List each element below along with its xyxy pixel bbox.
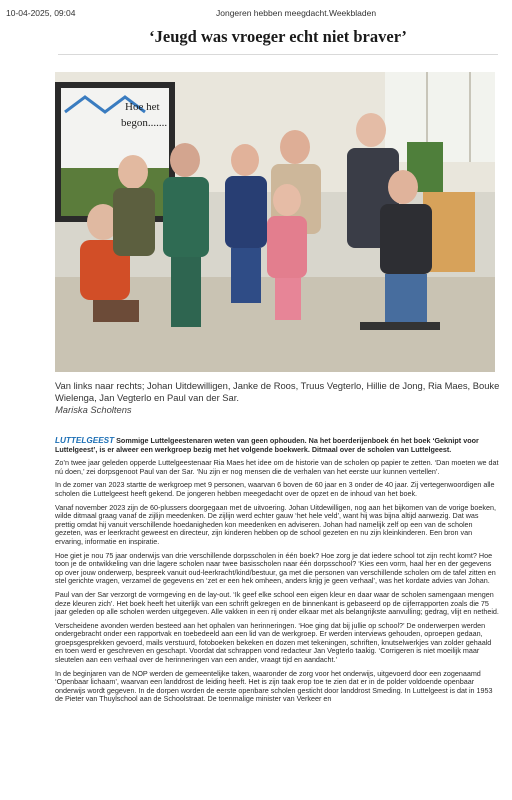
article-body <box>55 437 500 709</box>
article-dateline: LUTTELGEEST <box>55 436 115 445</box>
photo-credit: Mariska Scholtens <box>55 404 132 415</box>
article-intro <box>55 437 500 454</box>
print-header <box>6 8 506 20</box>
source-title: Jongeren hebben meegdacht.Weekbladen <box>216 8 377 18</box>
paragraph-7: In de beginjaren van de NOP werden de gemeentelijke taken, waaronder de zorg voor het onderwijs, uitgevoerd door een zogenaamd ‘Openbaar lichaam’, waarvan een landdrost de leiding heeft. Het is zijn taak erop toe te zien dat er in de polder voldoende openbaar onderwijs wordt gegeven. In de dorpen worden de eerste openbare scholen gesticht door landdrost Smeding. In Luttelgeest is dat in 1953 de Pieter van Thuylschool aan de Schoolstraat. De toenmalige minister van Verkeer en <box>55 668 493 704</box>
paragraph-1: Zo’n twee jaar geleden opperde Luttelgeestenaar Ria Maes het idee om de historie van de scholen op papier te zetten. ‘Dan moeten we dat nú doen,’ zei dorpsgenoot Paul van der Sar. ‘Nu zijn er nog mensen die de verhalen van het eerste uur kunnen vertellen’. <box>55 458 499 476</box>
paragraph-3: Vanaf november 2023 zijn de 60-plussers doorgegaan met de uitvoering. Johan Uitdewilligen, nog aan het bijkomen van de vorige boeken, wilde ditmaal graag vanaf de zijlijn meedenken. De zijlijn werd echter gauw ‘het hele veld’, want hij was bijna altijd aanwezig. Dat was prettig omdat hij vanuit verschillende hoedanigheden kon meedenken en adviseren. Johan had namelijk zelf op een van de scholen gezeten, was er leerkracht geweest en directeur, zijn kinderen hebben op de school gezeten en nu zijn kleinkinderen. Een bron van ervaring, informatie en inspiratie. <box>55 502 496 546</box>
paragraph-6: Verscheidene avonden werden besteed aan het ophalen van herinneringen. ‘Hoe ging dat bij jullie op school?’ De onderwerpen werden ondergebracht onder een rapportvak en toebedeeld aan een lid van de werkgroep. Er werden interviews gehouden, oproepen gedaan, groepsgesprekken gevoerd, mails verstuurd, fotoboeken bekeken en dozen met tekeningen, schriften, knutselwerkjes van zolder gehaald en toen werd er geschreven en geschapt. Voordat dat schrappen vond redacteur Jan Vegterlo taakig. ‘Corrigeren is niet moeilijk maar sleutelen aan een verhaal over de herinneringen van een ander, vraagt tijd en aandacht.’ <box>55 620 492 665</box>
paragraph-2: In de zomer van 2023 startte de werkgroep met 9 personen, waarvan 6 boven de 60 jaar en 3 onder de 40 jaar. Zij vertegenwoordigen alle scholen die Luttelgeest heeft gekend. De jongeren hebben meegedacht over de opzet en de inhoud van het boek. <box>55 480 495 498</box>
paragraph-5: Paul van der Sar verzorgt de vormgeving en de lay-out. ‘Ik geef elke school een eigen kleur en daar waar de scholen samengaan mengen deze kleuren zich’. Het boek heeft het uiterlijk van een schrift gekregen en de binnenkant is gebaseerd op de cijferrapporten zoals die 75 jaar geleden op alle scholen werden uitgegeven. Alle vakken in een rij onder elkaar met als belangrijkste aanvulling; gedrag, vlijt en netheid. <box>55 589 499 617</box>
article-headline: ‘Jeugd was vroeger echt niet braver’ <box>149 27 407 46</box>
screen-text-2: begon....... <box>121 117 168 129</box>
intro-text: Sommige Luttelgeestenaren weten van geen ophouden. Na het boerderijenboek én het boek ‘Geknipt voor Luttelgeest’, is er alweer een werkgroep bezig met het volgende boekwerk. Ditmaal over de scholen van Luttelgeest. <box>55 436 479 454</box>
screen-text-1: Hoe het <box>125 101 160 113</box>
header-divider <box>58 54 498 55</box>
group-photo <box>55 72 495 372</box>
print-date: 10-04-2025, 09:04 <box>6 8 76 18</box>
photo-caption: Van links naar rechts; Johan Uitdewilligen, Janke de Roos, Truus Vegterlo, Hillie de Jong, Ria Maes, Bouke Wielenga, Jan Vegterlo en Paul van der Sar. <box>55 380 500 403</box>
paragraph-4: Hoe giet je nou 75 jaar onderwijs van drie verschillende dorpsscholen in één boek? Hoe zorg je dat iedere school tot zijn recht komt? Hoe toon je de ontwikkeling van drie lagere scholen naar twee basisscholen naar één dorpsschool? ‘Kies een vorm, haal her en der gegevens op over jouw onderwerp, bespreek vanuit oud-leerkracht/kind/bestuur, ga met die personen van verschillende scholen om de tafel zitten en stel gerichte vragen, verzamel de gegevens en ‘zet er een hek omheen, anders krijg je geen verhaal’, was het kordate advies van Johan. <box>55 550 496 586</box>
